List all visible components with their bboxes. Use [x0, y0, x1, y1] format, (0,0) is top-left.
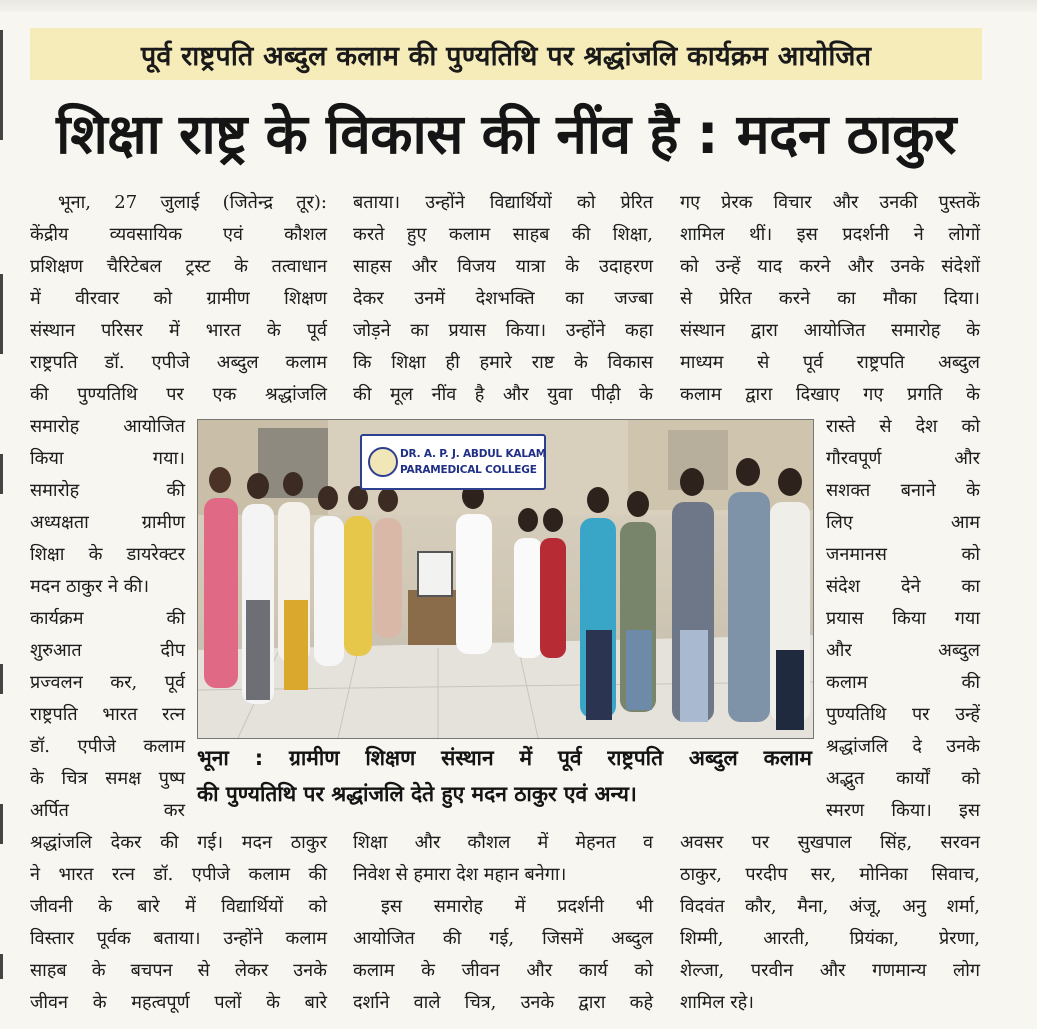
text-line: साहब के बचपन से लेकर उनके: [30, 960, 327, 981]
text-line: गौरवपूर्ण और: [826, 448, 980, 469]
college-logo-icon: [368, 447, 398, 477]
text-line: देकर उनमें देशभक्ति का जज्बा: [353, 288, 653, 309]
text-line: निवेश से हमारा देश महान बनेगा।: [353, 864, 567, 885]
column-1-bottom: [30, 827, 327, 1019]
text-line: जीवनी के बारे में विद्यार्थियों को: [30, 896, 327, 917]
text-line: पुण्यतिथि पर उन्हें: [826, 704, 980, 725]
text-line: की मूल नींव है और युवा पीढ़ी के: [353, 384, 653, 405]
text-line: संस्थान परिसर में भारत के पूर्व: [30, 320, 327, 341]
text-line: के चित्र समक्ष पुष्प: [30, 768, 185, 789]
text-line: कलाम के जीवन और कार्य को: [353, 960, 653, 981]
headline-text: शिक्षा राष्ट्र के विकास की नींव है : मदन ठाकुर: [56, 101, 956, 166]
text-line: प्रयास किया गया: [826, 608, 980, 629]
text-line: अवसर पर सुखपाल सिंह, सरवन: [680, 832, 980, 853]
text-line: कार्यक्रम की: [30, 608, 185, 629]
text-line: से प्रेरित करने का मौका दिया।: [680, 288, 980, 309]
text-line: राष्ट्रपति डॉ. एपीजे अब्दुल कलाम: [30, 352, 327, 373]
text-line: में वीरवार को ग्रामीण शिक्षण: [30, 288, 327, 309]
text-line: अर्पित कर: [30, 800, 185, 821]
kicker-text: पूर्व राष्ट्रपति अब्दुल कलाम की पुण्यतिथि पर श्रद्धांजलि कार्यक्रम आयोजित: [140, 40, 872, 72]
text-line: शामिल रहे।: [680, 992, 754, 1013]
group-photo: [197, 419, 814, 739]
text-line: ठाकुर, परदीप सर, मोनिका सिवाच,: [680, 864, 980, 885]
text-line: दर्शाने वाले चित्र, उनके द्वारा कहे: [353, 992, 653, 1013]
text-line: मदन ठाकुर ने की।: [30, 576, 150, 597]
text-line: संस्थान द्वारा आयोजित समारोह के: [680, 320, 980, 341]
text-line: शुरुआत दीप: [30, 640, 185, 661]
text-line: इस समारोह में प्रदर्शनी भी: [381, 896, 653, 917]
text-line: जनमानस को: [826, 544, 980, 565]
text-line: आयोजित की गई, जिसमें अब्दुल: [353, 928, 653, 949]
text-line: स्मरण किया। इस: [826, 800, 980, 821]
text-line: ने भारत रत्न डॉ. एपीजे कलाम की: [30, 864, 327, 885]
text-line: संदेश देने का: [826, 576, 980, 597]
banner-line-1: DR. A. P. J. ABDUL KALAM: [400, 448, 547, 460]
column-3-narrow: [826, 411, 980, 827]
headline: [30, 84, 982, 180]
text-line: समारोह आयोजित: [30, 416, 185, 437]
text-line: श्रद्धांजलि देकर की गई। मदन ठाकुर: [30, 832, 327, 853]
text-line: और अब्दुल: [826, 640, 980, 661]
text-line: प्रशिक्षण चैरिटेबल ट्रस्ट के तत्वाधान: [30, 256, 327, 277]
text-line: शिक्षा के डायरेक्टर: [30, 544, 185, 565]
text-line: जीवन के महत्वपूर्ण पलों के बारे: [30, 992, 327, 1013]
text-line: शेल्जा, परवीन और गणमान्य लोग: [680, 960, 980, 981]
text-line: की पुण्यतिथि पर एक श्रद्धांजलि: [30, 384, 327, 405]
column-1-narrow: [30, 411, 185, 827]
column-3-top: [680, 187, 980, 411]
text-line: को उन्हें याद करने और उनके संदेशों: [680, 256, 980, 277]
text-line: कलाम द्वारा दिखाए गए प्रगति के: [680, 384, 980, 405]
kicker-bar: [30, 28, 982, 80]
text-line: सशक्त बनाने के: [826, 480, 980, 501]
caption-line: की पुण्यतिथि पर श्रद्धांजलि देते हुए मदन ठाकुर एवं अन्य।: [197, 782, 637, 806]
text-line: जोड़ने का प्रयास किया। उन्होंने कहा: [353, 320, 653, 341]
photo-caption: [197, 740, 812, 820]
text-line: शिम्मी, आरती, प्रियंका, प्रेरणा,: [680, 928, 980, 949]
text-line: शामिल थीं। इस प्रदर्शनी ने लोगों: [680, 224, 980, 245]
text-line: शिक्षा और कौशल में मेहनत व: [353, 832, 653, 853]
caption-line: भूना : ग्रामीण शिक्षण संस्थान में पूर्व राष्ट्रपति अब्दुल कलाम: [197, 746, 812, 770]
text-line: केंद्रीय व्यवसायिक एवं कौशल: [30, 224, 327, 245]
text-line: विदवंत कौर, मैना, अंजू, अनु शर्मा,: [680, 896, 980, 917]
banner-line-2: PARAMEDICAL COLLEGE: [400, 464, 537, 476]
text-line: भूना, 27 जुलाई (जितेन्द्र तूर):: [58, 192, 327, 213]
text-line: समारोह की: [30, 480, 185, 501]
text-line: बताया। उन्होंने विद्यार्थियों को प्रेरित: [353, 192, 653, 213]
column-3-bottom: [680, 827, 980, 1019]
college-banner: [360, 434, 546, 490]
text-line: अध्यक्षता ग्रामीण: [30, 512, 185, 533]
text-line: डॉ. एपीजे कलाम: [30, 736, 185, 757]
text-line: विस्तार पूर्वक बताया। उन्होंने कलाम: [30, 928, 327, 949]
text-line: कि शिक्षा ही हमारे राष्ट के विकास: [353, 352, 653, 373]
text-line: किया गया।: [30, 448, 185, 469]
text-line: अद्भुत कार्यों को: [826, 768, 980, 789]
column-2-top: [353, 187, 653, 411]
text-line: श्रद्धांजलि दे उनके: [826, 736, 980, 757]
text-line: माध्यम से पूर्व राष्ट्रपति अब्दुल: [680, 352, 980, 373]
column-2-bottom: [353, 827, 653, 1019]
text-line: लिए आम: [826, 512, 980, 533]
text-line: प्रज्वलन कर, पूर्व: [30, 672, 185, 693]
adjacent-column-edge: [0, 24, 12, 1024]
text-line: रास्ते से देश को: [826, 416, 980, 437]
text-line: कलाम की: [826, 672, 980, 693]
previous-article-strip: [0, 0, 1037, 12]
text-line: करते हुए कलाम साहब की शिक्षा,: [353, 224, 653, 245]
column-1-top: [30, 187, 327, 411]
text-line: साहस और विजय यात्रा के उदाहरण: [353, 256, 653, 277]
text-line: राष्ट्रपति भारत रत्न: [30, 704, 185, 725]
text-line: गए प्रेरक विचार और उनकी पुस्तकें: [680, 192, 980, 213]
